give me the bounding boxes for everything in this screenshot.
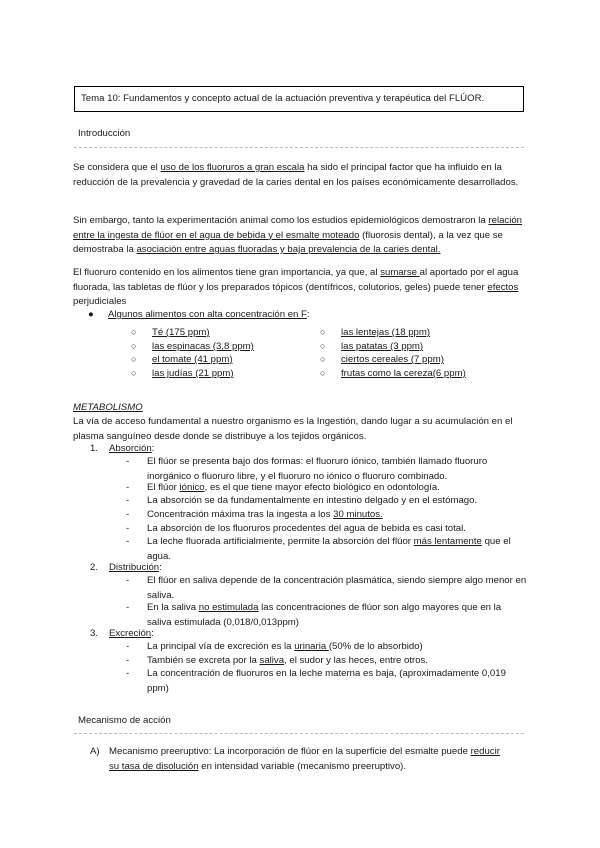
intro-paragraph-1: Se considera que el uso de los fluoruros a gran escala ha sido el principal factor que ha influido en la reducción de la prevalencia y gravedad de la caries dental en los países económicamente desarrollados. [73,162,519,188]
circle-bullet-icon: ○ [131,341,137,351]
document-page: Tema 10: Fundamentos y concepto actual de la actuación preventiva y terapéutica del FLÚOR. Introducción Se considera que el uso de los fluoruros a gran escala ha sido el principal factor que ha influido en la reducción de la prevalencia y gravedad de la caries dental en los países económicamente desarrollados. Sin embargo, tanto la experimentación animal como los estudios epidemiológicos demostraron la relación entre la ingesta de flúor en el agua de bebida y el esmalte moteado (fluorosis dental), a la vez que se demostraba la asociación entre aguas fluoradas y baja prevalencia de la caries dental. El fluoruro contenido en los alimentos tiene gran importancia, ya que, al sumarse al aportado por el agua fluorada, las tabletas de flúor y los preparados tópicos (dentífricos, colutorios, geles) puede tener efectos perjudiciales ● Algunos alimentos con alta concentración en F: ○ Té (175 ppm) ○ las espinacas (3,8 ppm) ○ el tomate (41 ppm) ○ las judías (21 ppm) ○ las lentejas (18 ppm) ○ las patatas (3 ppm) ○ ciertos cereales (7 ppm) ○ frutas como la cereza(6 ppm) METABOLISMO La vía de acceso fundamental a nuestro organismo es la Ingestión, dando lugar a su acumulación en el plasma sanguíneo desde donde se distribuye a los tejidos orgánicos. 1. Absorción: - El flúor se presenta bajo dos formas: el fluoruro iónico, también llamado fluoruro inorgánico o fluoruro libre, y el fluoruro no iónico o fluoruro combinado. - El flúor iónico, es el que tiene mayor efecto biológico en odontología. - La absorción se da fundamentalmente en intestino delgado y en el estómago. - Concentración máxima tras la ingesta a los 30 minutos. - La absorción de los fluoruros procedentes del agua de bebida es casi total. - La leche fluorada artificialmente, permite la absorción del flúor más lentamente que el agua. 2. Distribución: - El flúor en saliva depende de la concentración plasmática, siendo siempre algo menor en saliva. - En la saliva no estimulada las concentraciones de flúor son algo mayores que en la saliva estimulada (0,018/0,013ppm) 3. Excreción: - La principal vía de excreción es la urinaria (50% de lo absorbido) - También se excreta por la saliva, el sudor y las heces, entre otros. - La concentración de fluoruros en la leche materna es baja, (aproximadamente 0,019 ppm) Mecanismo de acción A) Mecanismo preeruptivo: La incorporación de flúor en la superficie del esmalte puede reducir su tasa de disolución en intensidad variable (mecanismo preeruptivo). [0,0,600,848]
bullet-icon: ● [88,309,94,320]
section-divider [74,733,524,734]
intro-paragraph-2: Sin embargo, tanto la experimentación animal como los estudios epidemiológicos demostraron la relación entre la ingesta de flúor en el agua de bebida y el esmalte moteado (fluorosis dental), a la vez que se demostraba la asociación entre aguas fluoradas y baja prevalencia de la caries dental. [73,215,523,255]
circle-bullet-icon: ○ [320,341,326,351]
metabolismo-paragraph: La vía de acceso fundamental a nuestro organismo es la Ingestión, dando lugar a su acumulación en el plasma sanguíneo desde donde se distribuye a los tejidos orgánicos. [73,416,513,442]
circle-bullet-icon: ○ [131,327,137,337]
circle-bullet-icon: ○ [320,368,326,378]
circle-bullet-icon: ○ [131,368,137,378]
section-heading-introduccion: Introducción [78,128,131,139]
section-heading-mecanismo: Mecanismo de acción [78,715,171,726]
intro-paragraph-3: El fluoruro contenido en los alimentos tiene gran importancia, ya que, al sumarse al aportado por el agua fluorada, las tabletas de flúor y los preparados tópicos (dentífricos, colutorios, geles) puede tener efectos perjudiciales [73,267,519,307]
document-title: Tema 10: Fundamentos y concepto actual de la actuación preventiva y terapéutica del FLÚOR. [74,86,524,112]
circle-bullet-icon: ○ [131,354,137,364]
circle-bullet-icon: ○ [320,327,326,337]
section-divider [74,147,524,148]
section-heading-metabolismo: METABOLISMO [73,402,143,413]
circle-bullet-icon: ○ [320,354,326,364]
